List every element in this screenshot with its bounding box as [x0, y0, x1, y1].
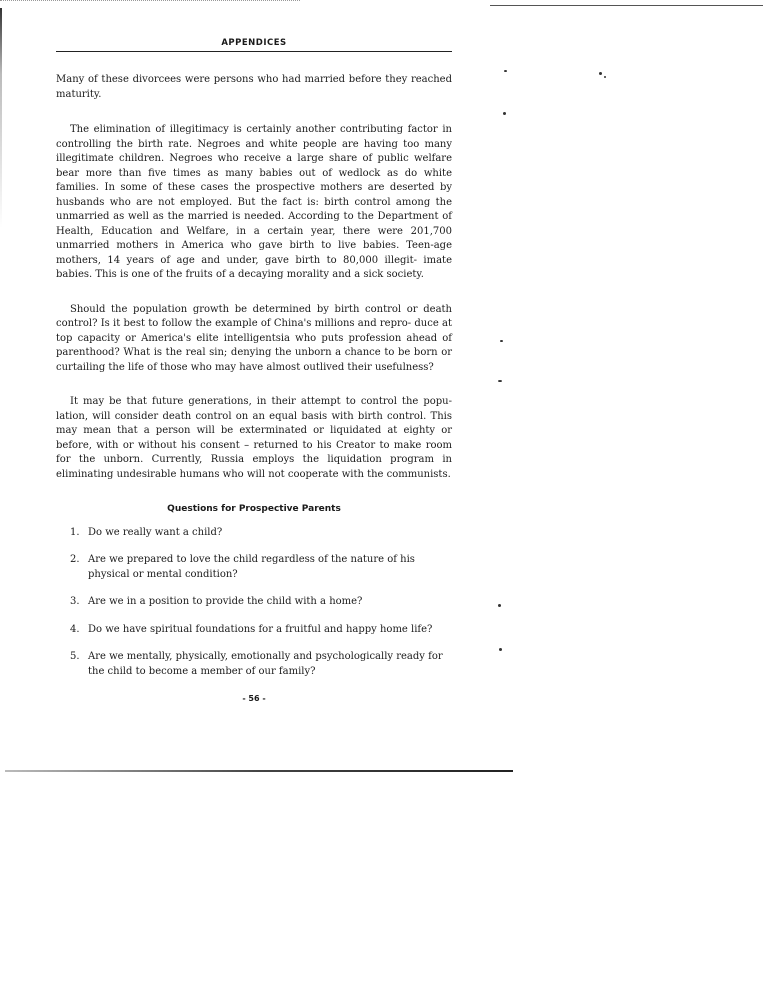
- scan-speck: [500, 340, 503, 342]
- paragraph-4: It may be that future generations, in their attempt to control the popu- lation, will consider death control on an equal basis with birth control. This may mean that a person will be exterminated or liquidated at eighty or before, with or without his consent – returned to his Creator to make room for the unborn. Currently, Russia employs the liquidation program in eliminating undesirable humans who will not cooperate with the communists.: [56, 396, 452, 480]
- question-item: [56, 595, 452, 610]
- scan-speck: [498, 380, 502, 382]
- question-number: 2.: [70, 554, 80, 565]
- question-number: 3.: [70, 596, 80, 607]
- question-text: Do we have spiritual foundations for a fruitful and happy home life?: [88, 623, 433, 635]
- page-body: [56, 73, 452, 707]
- scan-speck: [503, 112, 506, 115]
- question-item: [56, 650, 452, 679]
- question-item: [56, 623, 452, 638]
- header-rule: [56, 51, 452, 52]
- questions-list: [56, 526, 452, 680]
- questions-heading: Questions for Prospective Parents: [167, 504, 341, 514]
- scan-border-top-left: [0, 0, 300, 3]
- question-number: 1.: [70, 526, 80, 538]
- scan-border-top-right: [490, 5, 763, 6]
- question-number: 4.: [70, 623, 80, 635]
- scan-speck: [499, 648, 502, 651]
- page-number: - 56 -: [242, 694, 266, 703]
- scan-border-left: [0, 8, 2, 228]
- scan-border-bottom: [5, 770, 513, 772]
- question-item: [56, 553, 452, 582]
- question-text: Do we really want a child?: [88, 526, 223, 538]
- scan-speck: [599, 72, 602, 75]
- paragraph-3: Should the population growth be determined by birth control or death control? Is it best to follow the example of China's millions and repro- duce at top capacity or America's elite intelligentsia who puts profession ahead of parenthood? What is the real sin; denying the unborn a chance to be born or curtailing the life of those who may have almost outlived their usefulness?: [56, 303, 452, 373]
- question-item: [56, 526, 452, 541]
- question-number: 5.: [70, 651, 80, 662]
- running-header: APPENDICES: [221, 38, 287, 48]
- question-text: Are we in a position to provide the child with a home?: [88, 596, 363, 607]
- question-text: Are we prepared to love the child regardless of the nature of his physical or mental condition?: [88, 554, 415, 580]
- scan-speck: [604, 76, 606, 78]
- scan-speck: [504, 70, 507, 72]
- scan-speck: [498, 604, 501, 607]
- paragraph-1: Many of these divorcees were persons who had married before they reached maturity.: [56, 74, 452, 100]
- paragraph-2: The elimination of illegitimacy is certainly another contributing factor in controlling the birth rate. Negroes and white people are having too many illegitimate children. Negroes who receive a large share of public welfare bear more than five times as many babies out of wedlock as do white families. In some of these cases the prospective mothers are deserted by husbands who are not employed. But the fact is: birth control among the unmarried as well as the married is needed. According to the Department of Health, Education and Welfare, in a certain year, there were 201,700 unmarried mothers in America who gave birth to live babies. Teen-age mothers, 14 years of age and under, gave birth to 80,000 illegit- imate babies. This is one of the fruits of a decaying morality and a sick society.: [56, 124, 452, 280]
- question-text: Are we mentally, physically, emotionally and psychologically ready for the child to become a member of our family?: [88, 651, 443, 677]
